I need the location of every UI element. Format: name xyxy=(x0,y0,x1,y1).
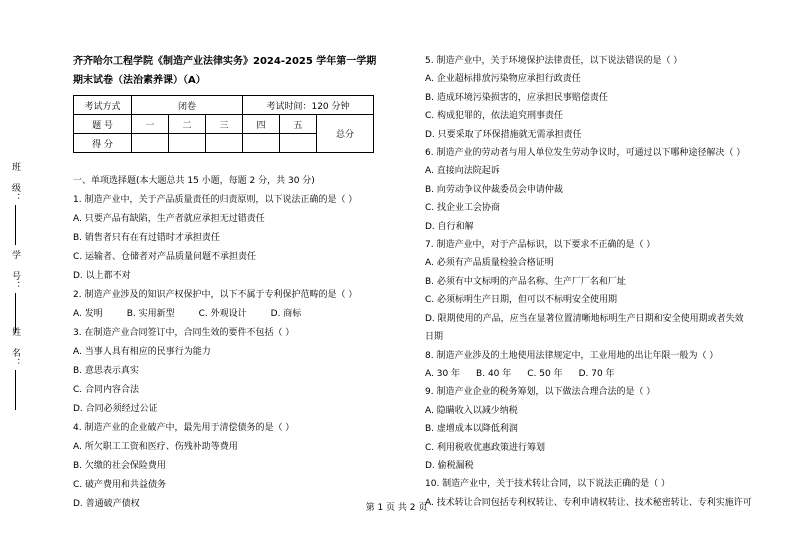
exam-duration: 考试时间：120 分钟 xyxy=(243,96,374,115)
question-option: B. 40 年 xyxy=(476,368,512,379)
question-text: 7. 制造产业中，对于产品标识，以下要求不正确的是（ ） xyxy=(425,240,656,251)
question-option: A. 必须有产品质量检验合格证明 xyxy=(425,258,554,269)
question-option: D. 偷税漏税 xyxy=(425,460,474,471)
page-title: 齐齐哈尔工程学院《制造产业法律实务》2024-2025 学年第一学期期末试卷（法治素养课）（A） xyxy=(73,56,377,86)
name-label: 姓 名： xyxy=(10,327,20,368)
question-col-5: 五 xyxy=(280,115,317,134)
score-cell xyxy=(280,134,317,153)
total-score-header: 总分 xyxy=(317,115,374,153)
question-text: 6. 制造产业的劳动者与用人单位发生劳动争议时，可通过以下哪种途径解决（ ） xyxy=(425,148,746,159)
question-text: 9. 制造产业企业的税务筹划，以下做法合理合法的是（ ） xyxy=(425,387,656,398)
exam-info-table xyxy=(73,95,374,153)
question-text: 3. 在制造产业合同签订中，合同生效的要件不包括（ ） xyxy=(73,328,295,338)
question-col-4: 四 xyxy=(243,115,280,134)
question-option: D. 商标 xyxy=(270,309,302,319)
question-option: A. 隐瞒收入以减少纳税 xyxy=(425,405,518,416)
question-option: D. 以上都不对 xyxy=(73,271,131,281)
question-option: A. 技术转让合同包括专利权转让、专利申请权转让、技术秘密转让、专利实施许可 xyxy=(425,497,752,508)
score-cell xyxy=(132,134,169,153)
question-option: A. 企业超标排放污染物应承担行政责任 xyxy=(425,74,581,85)
class-blank-line xyxy=(15,205,16,245)
question-text: 1. 制造产业中，关于产品质量责任的归责原则，以下说法正确的是（ ） xyxy=(73,195,358,205)
question-3 xyxy=(73,324,391,419)
question-text: 2. 制造产业涉及的知识产权保护中，以下不属于专利保护范畴的是（ ） xyxy=(73,290,358,300)
question-option: D. 只要采取了环保措施就无需承担责任 xyxy=(425,129,582,140)
question-option: B. 向劳动争议仲裁委员会申请仲裁 xyxy=(425,184,563,195)
score-cell xyxy=(169,134,206,153)
right-column xyxy=(425,52,752,512)
margin-field-name xyxy=(7,327,23,410)
question-option: D. 限期使用的产品，应当在显著位置清晰地标明生产日期和安全使用期或者失效日期 xyxy=(425,313,744,343)
question-5 xyxy=(425,52,747,144)
score-cell xyxy=(206,134,243,153)
question-col-2: 二 xyxy=(169,115,206,134)
question-text: 8. 制造产业涉及的土地使用法律规定中，工业用地的出让年限一般为（ ） xyxy=(425,350,719,361)
question-option: B. 必须有中文标明的产品名称、生产厂厂名和厂址 xyxy=(425,276,626,287)
question-option: C. 合同内容合法 xyxy=(73,385,140,395)
page-footer: 第 1 页 共 2 页 xyxy=(365,503,428,513)
question-options-inline xyxy=(425,365,747,383)
question-option: C. 破产费用和共益债务 xyxy=(73,480,167,490)
question-option: B. 欠缴的社会保险费用 xyxy=(73,461,166,471)
score-row-label: 得 分 xyxy=(74,134,132,153)
question-option: A. 只要产品有缺陷，生产者就应承担无过错责任 xyxy=(73,214,265,224)
question-option: C. 运输者、仓储者对产品质量问题不承担责任 xyxy=(73,252,257,262)
question-option: A. 直接向法院起诉 xyxy=(425,166,500,177)
question-option: B. 销售者只有在有过错时才承担责任 xyxy=(73,233,220,243)
question-option: C. 外观设计 xyxy=(198,309,247,319)
question-options-inline xyxy=(73,305,391,324)
question-option: B. 意思表示真实 xyxy=(73,366,139,376)
left-column xyxy=(73,52,391,514)
question-2 xyxy=(73,286,391,324)
question-option: B. 虚增成本以降低利润 xyxy=(425,424,518,435)
class-label: 班 级： xyxy=(10,162,20,203)
question-option: D. 合同必须经过公证 xyxy=(73,404,158,414)
question-6 xyxy=(425,144,747,236)
question-option: B. 造成环境污染损害的，应承担民事赔偿责任 xyxy=(425,92,608,103)
question-text: 4. 制造产业的企业破产中，最先用于清偿债务的是（ ） xyxy=(73,423,295,433)
question-option: A. 当事人具有相应的民事行为能力 xyxy=(73,347,211,357)
question-text: 5. 制造产业中，关于环境保护法律责任，以下说法错误的是（ ） xyxy=(425,56,683,66)
question-option: C. 利用税收优惠政策进行筹划 xyxy=(425,442,546,453)
section-title: 一、单项选择题(本大题总共 15 小题，每题 2 分，共 30 分) xyxy=(73,176,315,186)
margin-field-student-id xyxy=(7,250,23,333)
question-text: 10. 制造产业中，关于技术转让合同，以下说法正确的是（ ） xyxy=(425,479,671,490)
name-blank-line xyxy=(15,370,16,410)
exam-method-value: 闭卷 xyxy=(132,96,243,115)
question-option: C. 找企业工会协商 xyxy=(425,203,501,214)
question-option: C. 50 年 xyxy=(527,368,563,379)
margin-field-class xyxy=(7,162,23,245)
score-cell xyxy=(243,134,280,153)
question-9 xyxy=(425,383,747,475)
question-7 xyxy=(425,236,747,346)
question-col-3: 三 xyxy=(206,115,243,134)
question-option: A. 所欠职工工资和医疗、伤残补助等费用 xyxy=(73,442,238,452)
question-option: D. 自行和解 xyxy=(425,221,474,232)
student-id-label: 学 号： xyxy=(10,250,20,291)
question-option: D. 普通破产债权 xyxy=(73,499,140,509)
question-option: D. 70 年 xyxy=(578,368,615,379)
question-option: A. 发明 xyxy=(73,309,103,319)
question-option: B. 实用新型 xyxy=(126,309,175,319)
question-1 xyxy=(73,191,391,286)
question-option: C. 必须标明生产日期，但可以不标明安全使用期 xyxy=(425,295,618,306)
question-option: C. 构成犯罪的，依法追究刑事责任 xyxy=(425,111,564,122)
question-col-1: 一 xyxy=(132,115,169,134)
question-option: A. 30 年 xyxy=(425,368,461,379)
question-8 xyxy=(425,347,747,384)
question-number-row-label: 题 号 xyxy=(74,115,132,134)
exam-method-label: 考试方式 xyxy=(74,96,132,115)
